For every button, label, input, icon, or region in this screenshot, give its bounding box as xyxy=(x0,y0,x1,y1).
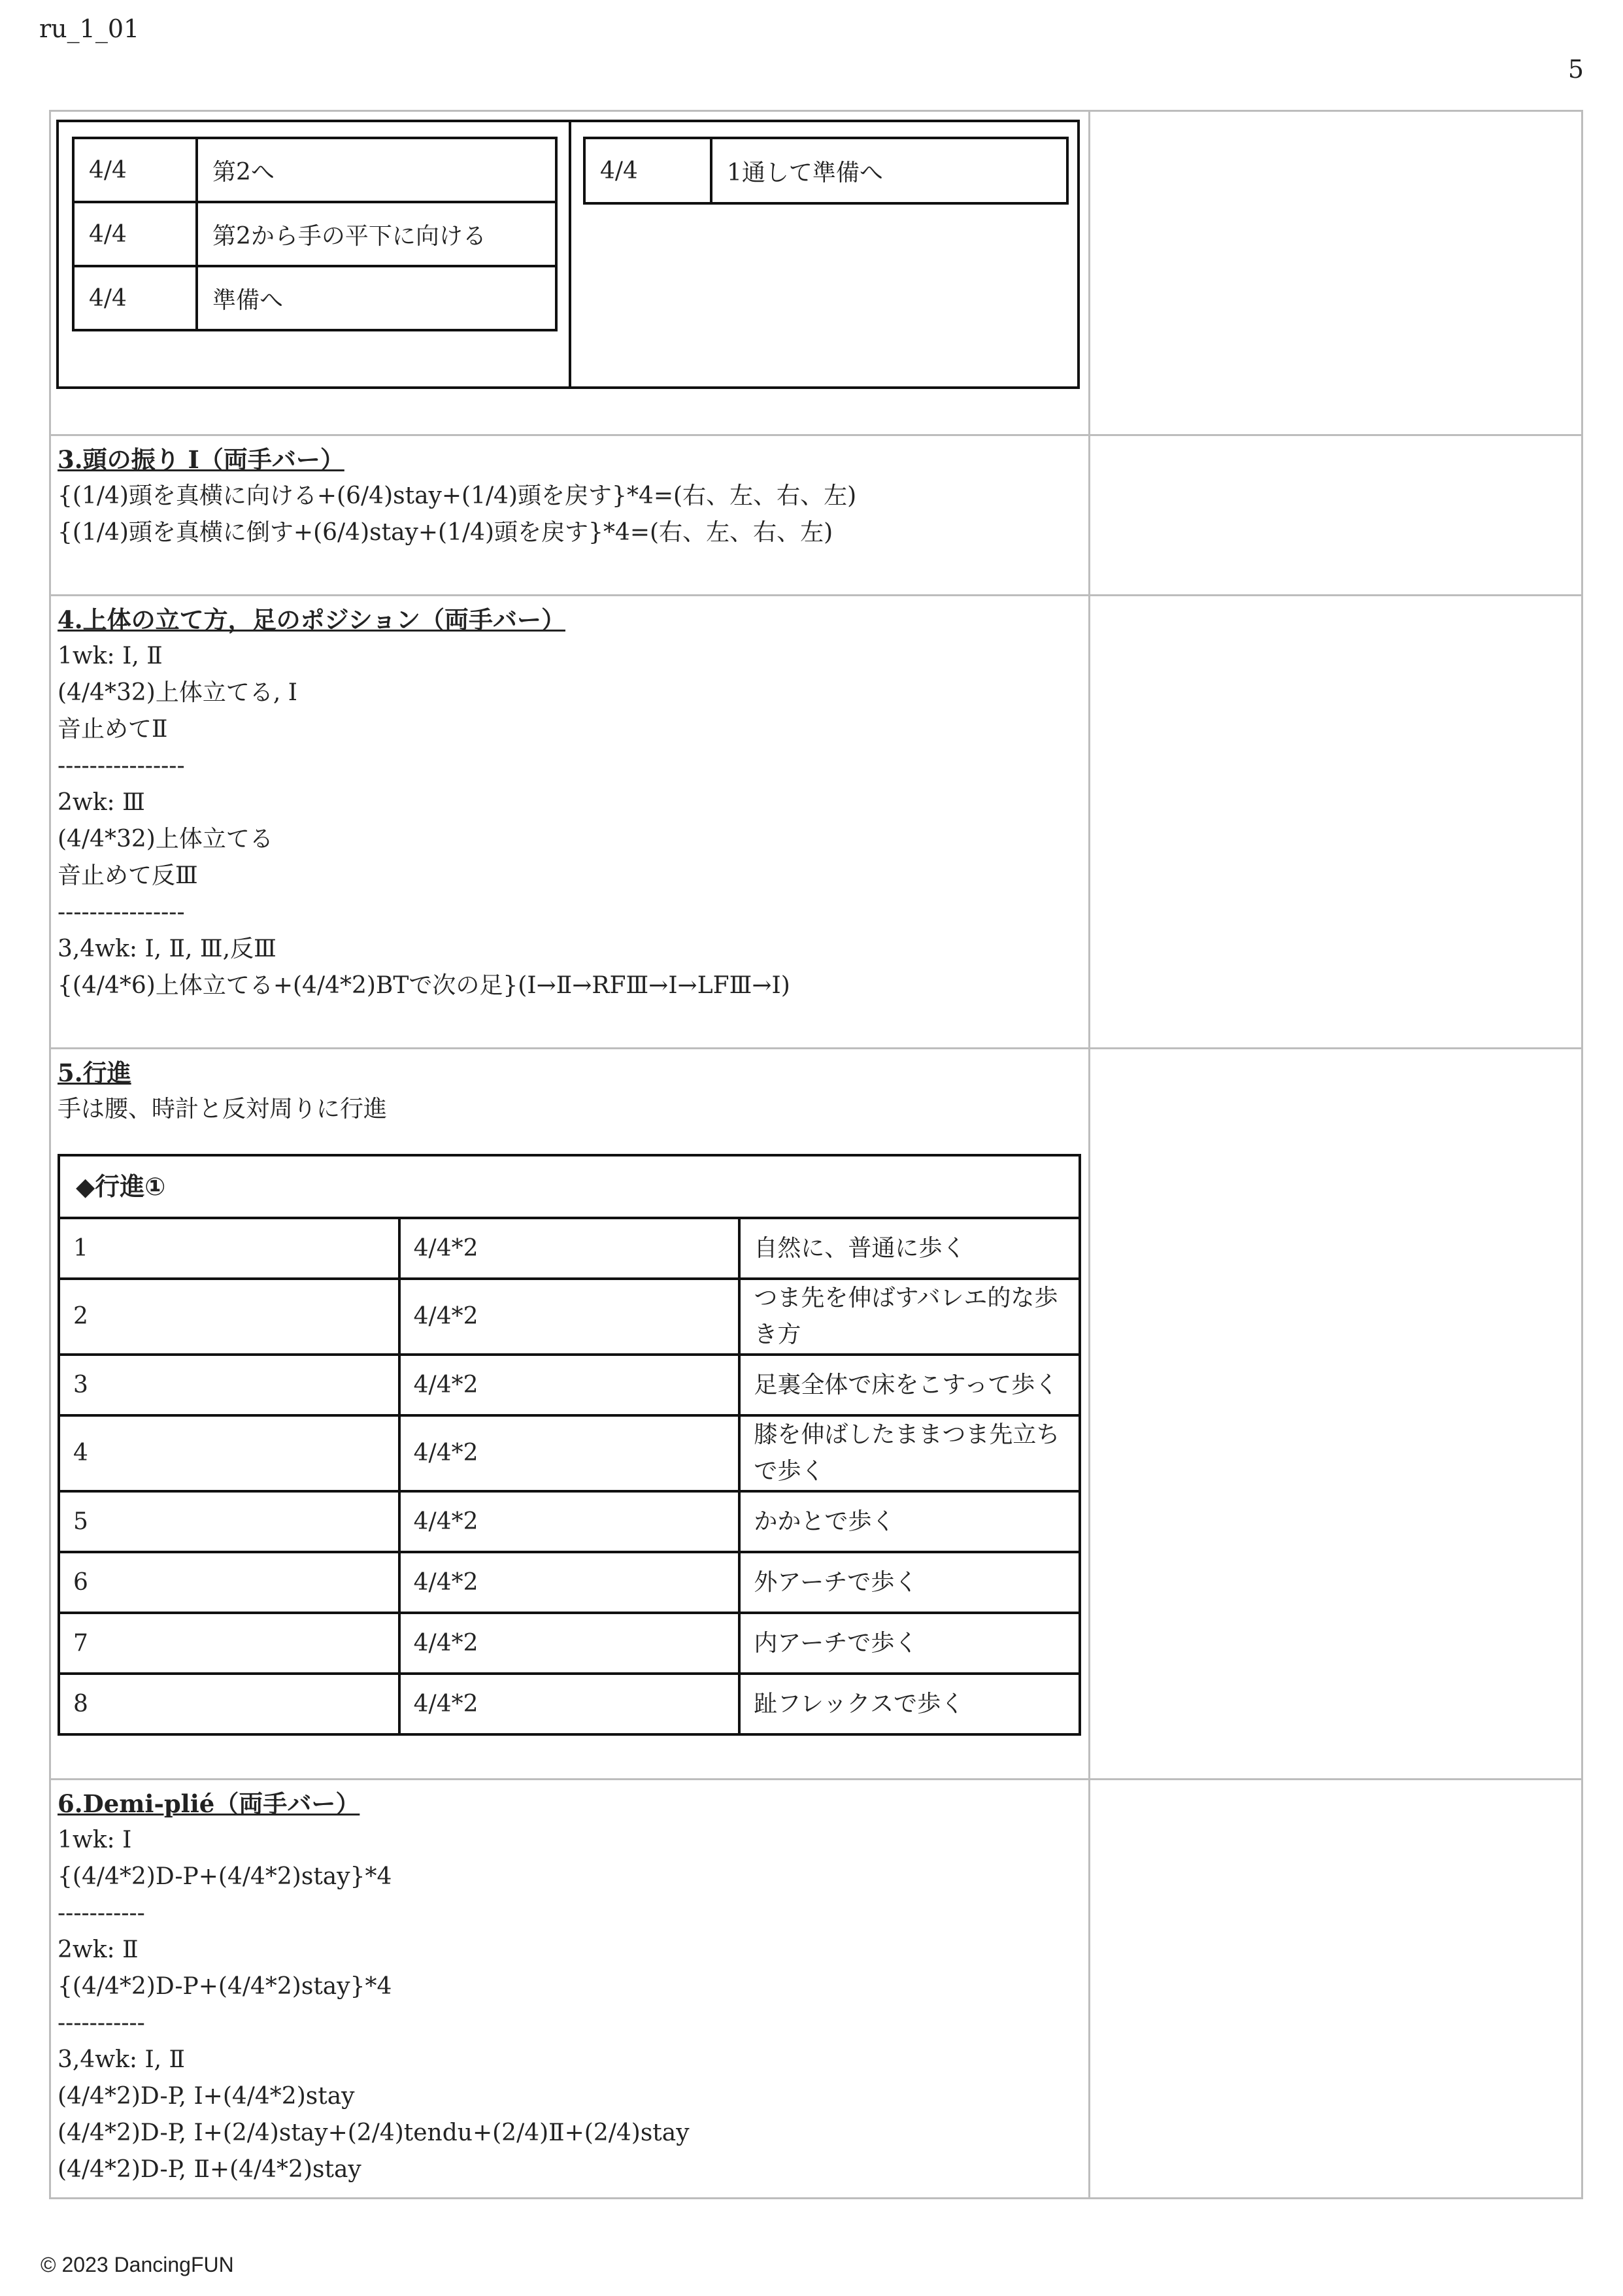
exercise-line: (4/4*32)上体立てる, Ⅰ xyxy=(58,679,297,706)
section-3-cell xyxy=(50,435,1090,596)
count-row xyxy=(584,138,1067,203)
exercise-line: {(1/4)頭を真横に倒す+(6/4)stay+(1/4)頭を戻す}*4=(右、左、右、左) xyxy=(58,519,833,546)
row-number: 7 xyxy=(59,1613,399,1674)
exercise-line: 2wk: Ⅲ xyxy=(58,789,145,816)
notes-cell xyxy=(1090,1780,1582,2199)
row-count: 4/4*2 xyxy=(399,1552,740,1613)
row-description: 自然に、普通に歩く xyxy=(739,1218,1080,1279)
section-4 xyxy=(51,596,1088,1013)
separator-line: ----------- xyxy=(58,2010,145,2036)
exercise-line: 1wk: Ⅰ xyxy=(58,1827,132,1853)
top-block-divider xyxy=(569,122,571,386)
notes-cell xyxy=(1090,435,1582,596)
exercise-line: {(4/4*6)上体立てる+(4/4*2)BTで次の足}(Ⅰ→Ⅱ→RFⅢ→Ⅰ→LFⅢ→Ⅰ) xyxy=(58,972,790,999)
top-block-row xyxy=(50,111,1582,435)
exercise-line: 3,4wk: Ⅰ, Ⅱ, Ⅲ,反Ⅲ xyxy=(58,936,276,962)
row-count: 4/4*2 xyxy=(399,1415,740,1491)
document-code: ru_1_01 xyxy=(39,14,140,43)
row-description: 内アーチで歩く xyxy=(739,1613,1080,1674)
section-5-cell xyxy=(50,1049,1090,1780)
section-title: 6.Demi-plié（両手バー） xyxy=(58,1789,360,1818)
exercise-line: (4/4*2)D-P, Ⅰ+(2/4)stay+(2/4)tendu+(2/4)Ⅱ+(2/4)stay xyxy=(58,2119,690,2146)
section-3 xyxy=(51,436,1088,560)
row-number: 1 xyxy=(59,1218,399,1279)
right-count-table xyxy=(583,137,1069,205)
exercise-line: {(4/4*2)D-P+(4/4*2)stay}*4 xyxy=(58,1973,392,2000)
section-subtitle: 手は腰、時計と反対周りに行進 xyxy=(58,1096,388,1123)
row-description: 外アーチで歩く xyxy=(739,1552,1080,1613)
count-cell: 4/4 xyxy=(73,266,197,330)
lesson-table xyxy=(49,110,1583,2199)
notes-cell xyxy=(1090,111,1582,435)
exercise-line: 音止めてⅡ xyxy=(58,716,168,743)
march-row xyxy=(59,1355,1080,1415)
exercise-line: (4/4*2)D-P, Ⅱ+(4/4*2)stay xyxy=(58,2156,361,2183)
count-row xyxy=(73,138,556,202)
row-description: 趾フレックスで歩く xyxy=(739,1674,1080,1734)
row-number: 5 xyxy=(59,1491,399,1552)
count-row xyxy=(73,266,556,330)
row-description: 足裏全体で床をこすって歩く xyxy=(739,1355,1080,1415)
exercise-line: 2wk: Ⅱ xyxy=(58,1936,139,1963)
count-cell: 4/4 xyxy=(584,138,711,203)
exercise-line: 1wk: Ⅰ, Ⅱ xyxy=(58,643,163,669)
page-number: 5 xyxy=(1567,55,1584,84)
march-table xyxy=(58,1154,1081,1736)
notes-cell xyxy=(1090,596,1582,1049)
exercise-line: {(1/4)頭を真横に向ける+(6/4)stay+(1/4)頭を戻す}*4=(右、左、右、左) xyxy=(58,482,857,509)
section-6-row xyxy=(50,1780,1582,2199)
section-5-row xyxy=(50,1049,1582,1780)
march-row xyxy=(59,1613,1080,1674)
separator-line: ---------------- xyxy=(58,752,185,779)
section-title: 3.頭の振り Ⅰ（両手バー） xyxy=(58,445,344,474)
march-row xyxy=(59,1674,1080,1734)
march-table-title: ◆行進① xyxy=(59,1155,1080,1218)
copyright-footer: © 2023 DancingFUN xyxy=(41,2253,234,2276)
row-count: 4/4*2 xyxy=(399,1491,740,1552)
description-cell: 第2から手の平下に向ける xyxy=(197,202,556,266)
description-cell: 第2へ xyxy=(197,138,556,202)
description-cell: 1通して準備へ xyxy=(711,138,1067,203)
exercise-line: {(4/4*2)D-P+(4/4*2)stay}*4 xyxy=(58,1863,392,1890)
section-3-row xyxy=(50,435,1582,596)
row-number: 4 xyxy=(59,1415,399,1491)
section-6 xyxy=(51,1780,1088,2197)
top-block-cell xyxy=(50,111,1090,435)
row-description: かかとで歩く xyxy=(739,1491,1080,1552)
march-row xyxy=(59,1218,1080,1279)
section-title: 5.行進 xyxy=(58,1058,131,1087)
march-row xyxy=(59,1279,1080,1355)
section-6-cell xyxy=(50,1780,1090,2199)
separator-line: ----------- xyxy=(58,1900,145,1927)
row-count: 4/4*2 xyxy=(399,1218,740,1279)
section-5 xyxy=(51,1049,1088,1745)
row-number: 3 xyxy=(59,1355,399,1415)
exercise-line: (4/4*2)D-P, Ⅰ+(4/4*2)stay xyxy=(58,2083,355,2110)
exercise-line: 音止めて反Ⅲ xyxy=(58,862,198,889)
march-row xyxy=(59,1491,1080,1552)
row-number: 6 xyxy=(59,1552,399,1613)
exercise-line: 3,4wk: Ⅰ, Ⅱ xyxy=(58,2046,186,2073)
count-row xyxy=(73,202,556,266)
exercise-line: (4/4*32)上体立てる xyxy=(58,826,273,853)
section-title: 4.上体の立て方，足のポジション（両手バー） xyxy=(58,605,565,634)
row-number: 8 xyxy=(59,1674,399,1734)
separator-line: ---------------- xyxy=(58,899,185,926)
count-cell: 4/4 xyxy=(73,138,197,202)
march-row xyxy=(59,1552,1080,1613)
top-block-frame xyxy=(56,120,1080,389)
row-count: 4/4*2 xyxy=(399,1279,740,1355)
left-count-table xyxy=(72,137,558,331)
march-row xyxy=(59,1415,1080,1491)
row-number: 2 xyxy=(59,1279,399,1355)
section-4-cell xyxy=(50,596,1090,1049)
count-cell: 4/4 xyxy=(73,202,197,266)
row-count: 4/4*2 xyxy=(399,1355,740,1415)
row-description: つま先を伸ばすバレエ的な歩き方 xyxy=(739,1279,1080,1355)
row-description: 膝を伸ばしたままつま先立ちで歩く xyxy=(739,1415,1080,1491)
section-4-row xyxy=(50,596,1582,1049)
description-cell: 準備へ xyxy=(197,266,556,330)
row-count: 4/4*2 xyxy=(399,1674,740,1734)
notes-cell xyxy=(1090,1049,1582,1780)
row-count: 4/4*2 xyxy=(399,1613,740,1674)
march-table-header-row xyxy=(59,1155,1080,1218)
